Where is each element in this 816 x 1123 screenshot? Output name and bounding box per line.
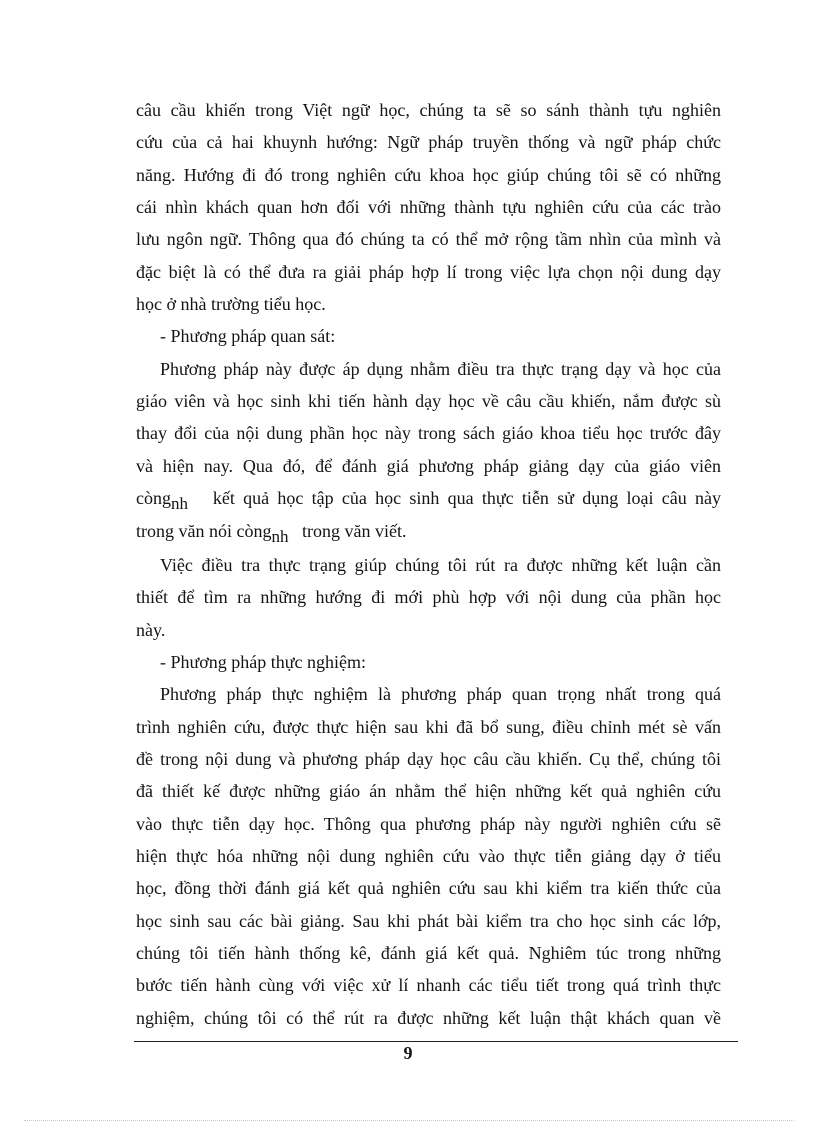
paragraph-intro xyxy=(136,94,721,320)
paragraph-observation xyxy=(136,353,721,549)
subscript-fragment: nh xyxy=(171,494,188,514)
text-line: hiện thực hóa những nội dung nghiên cứu vào thực tiễn giảng dạy ở tiểu xyxy=(136,845,721,866)
text-line: đã thiết kế được những giáo án nhằm thể hiện những kết quả nghiên cứu xyxy=(136,781,721,802)
text-line: nghiệm, chúng tôi có thể rút ra được những kết luận thật khách quan về xyxy=(136,1007,721,1028)
text-line: đặc biệt là có thể đưa ra giải pháp hợp lí trong việc lựa chọn nội dung dạy xyxy=(136,261,721,282)
text-line: bước tiến hành cùng với việc xử lí nhanh các tiểu tiết trong quá trình thực xyxy=(136,975,721,996)
text-fragment: còng xyxy=(136,488,171,509)
text-line xyxy=(136,482,721,515)
text-line: cứu của cả hai khuynh hướng: Ngữ pháp truyền thống và ngữ pháp chức xyxy=(136,132,721,153)
text-line: Việc điều tra thực trạng giúp chúng tôi rút ra được những kết luận cần xyxy=(160,554,721,575)
text-line: - Phương pháp thực nghiệm: xyxy=(160,651,367,672)
text-line: thay đổi của nội dung phần học này trong sách giáo khoa tiểu học trước đây xyxy=(136,423,721,444)
text-line: lưu ngôn ngữ. Thông qua đó chúng ta có thể mở rộng tầm nhìn của mình và xyxy=(136,229,721,250)
heading-experimental-method xyxy=(136,646,721,678)
text-line: học sinh sau các bài giảng. Sau khi phát bài kiểm tra cho học sinh các lớp, xyxy=(136,910,721,931)
text-line: học, đồng thời đánh giá kết quả nghiên cứu sau khi kiểm tra kiến thức của xyxy=(136,878,721,899)
text-line: đề trong nội dung và phương pháp dạy học câu cầu khiến. Cụ thể, chúng tôi xyxy=(136,748,721,769)
text-line: và hiện nay. Qua đó, để đánh giá phương pháp giảng dạy của giáo viên xyxy=(136,455,721,476)
text-line: năng. Hướng đi đó trong nghiên cứu khoa học giúp chúng tôi sẽ có những xyxy=(136,164,721,185)
paragraph-survey xyxy=(136,549,721,646)
heading-observation-method xyxy=(136,320,721,352)
text-line: giáo viên và học sinh khi tiến hành dạy học về câu cầu khiến, nắm được sù xyxy=(136,391,721,412)
footer-divider xyxy=(134,1041,738,1042)
text-line: Phương pháp thực nghiệm là phương pháp quan trọng nhất trong quá xyxy=(160,684,721,705)
text-fragment: trong văn nói còng xyxy=(136,521,272,542)
page-number: 9 xyxy=(403,1043,413,1063)
text-line: chúng tôi tiến hành thống kê, đánh giá kết quả. Nghiêm túc trong những xyxy=(136,942,721,963)
text-line: thiết để tìm ra những hướng đi mới phù hợp với nội dung của phần học xyxy=(136,587,721,608)
text-line: học ở nhà trường tiểu học. xyxy=(136,294,326,315)
text-line: này. xyxy=(136,619,166,640)
text-line: Phương pháp này được áp dụng nhằm điều tra thực trạng dạy và học của xyxy=(160,358,721,379)
body-text xyxy=(136,94,721,1034)
text-line: câu cầu khiến trong Việt ngữ học, chúng ta sẽ so sánh thành tựu nghiên xyxy=(136,100,721,120)
subscript-fragment: nh xyxy=(271,527,289,547)
text-line xyxy=(136,515,721,548)
page-bottom-dotted-border xyxy=(24,1120,794,1121)
text-line: vào thực tiễn dạy học. Thông qua phương pháp này người nghiên cứu sẽ xyxy=(136,813,721,834)
text-fragment: trong văn viết. xyxy=(301,521,407,542)
text-fragment: kết quả học tập của học sinh qua thực tiễn sử dụng loại câu này xyxy=(212,488,722,509)
text-line: cái nhìn khách quan hơn đối với những thành tựu nghiên cứu của các trào xyxy=(136,197,721,218)
paragraph-experimental xyxy=(136,678,721,1034)
text-line: trình nghiên cứu, được thực hiện sau khi đã bổ sung, điều chỉnh mét sè vấn xyxy=(136,716,721,737)
text-line: - Phương pháp quan sát: xyxy=(160,326,336,347)
